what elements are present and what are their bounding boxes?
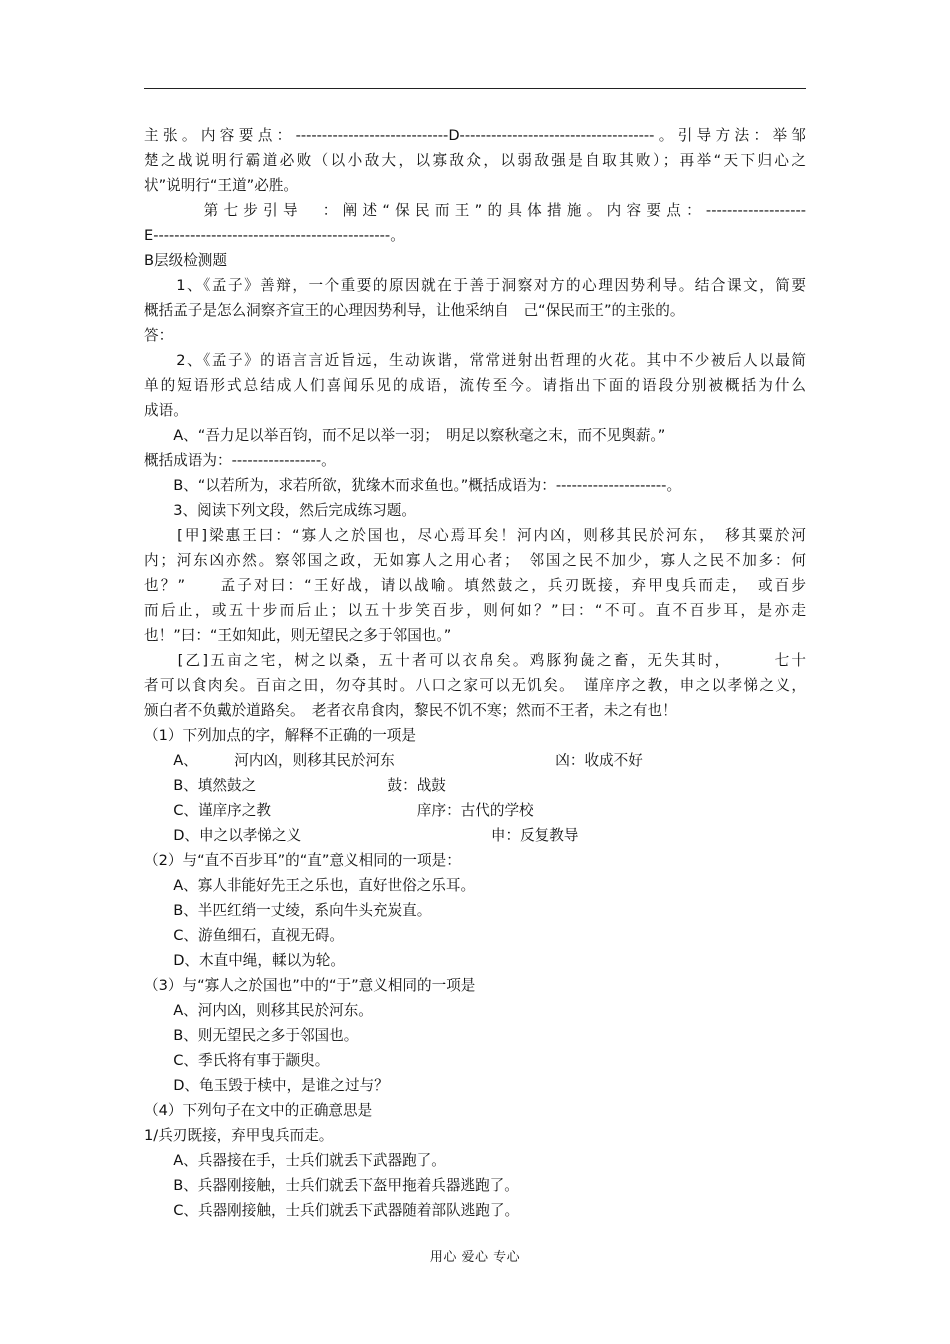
- question-heading: （2）与“直不百步耳”的“直”意义相同的一项是：: [144, 852, 461, 869]
- text-line: 而后止，或五十步而后止；以五十步笑百步，则何如？”曰：“不可。直不百步耳，是亦走: [144, 602, 806, 619]
- question-heading: （4）下列句子在文中的正确意思是: [144, 1102, 373, 1119]
- text-line: 答：: [144, 327, 174, 344]
- text-line: 者可以食肉矣。百亩之田，勿夺其时。八口之家可以无饥矣。 谨庠序之教，申之以孝悌之义，: [144, 677, 806, 694]
- text-line: 也？” 孟子对曰：“王好战，请以战喻。填然鼓之，兵刃既接，弃甲曳兵而走， 或百步: [144, 577, 806, 594]
- text-line: 颁白者不负戴於道路矣。 老者衣帛食肉，黎民不饥不寒；然而不王者，未之有也！: [144, 702, 677, 719]
- text-line: 3、阅读下列文段，然后完成练习题。: [144, 502, 416, 519]
- text-line: 成语。: [144, 402, 188, 419]
- question-heading: （3）与“寡人之於国也”中的“于”意义相同的一项是: [144, 977, 476, 994]
- text-line: 也！”曰：“王如知此，则无望民之多于邻国也。”: [144, 627, 452, 644]
- header-rule: [144, 88, 806, 89]
- option-line: C、游鱼细石，直视无碍。: [144, 927, 344, 944]
- text-line: 第七步引导 ：阐述“保民而王”的具体措施。内容要点：-------------------: [144, 202, 806, 219]
- text-line: 概括孟子是怎么洞察齐宣王的心理因势利导，让他采纳自 己“保民而王”的主张的。: [144, 302, 685, 319]
- question-heading: （1）下列加点的字，解释不正确的一项是: [144, 727, 416, 744]
- page-footer: 用心 爱心 专心: [429, 1250, 521, 1265]
- text-line: 概括成语为：-----------------。: [144, 452, 336, 469]
- option-line: D、龟玉毁于椟中，是谁之过与？: [144, 1077, 389, 1094]
- text-line: 楚之战说明行霸道必败（以小敌大，以寡敌众，以弱敌强是自取其败）；再举“天下归心之: [144, 152, 806, 169]
- option-line: B、填然鼓之 鼓：战鼓: [144, 777, 446, 794]
- option-line: B、半匹红绡一丈绫，系向牛头充炭直。: [144, 902, 432, 919]
- option-line: A、河内凶，则移其民於河东。: [144, 1002, 373, 1019]
- option-line: C、季氏将有事于颛臾。: [144, 1052, 330, 1069]
- text-line: B、“以若所为，求若所欲，犹缘木而求鱼也。”概括成语为：---------------------。: [144, 477, 682, 494]
- option-line: D、申之以孝悌之义 申：反复教导: [144, 827, 579, 844]
- text-line: 主张。内容要点：-----------------------------D-------------------------------------。引导方法：举邹: [144, 127, 806, 144]
- option-line: A、 河内凶，则移其民於河东 凶：收成不好: [144, 752, 643, 769]
- text-line: 单的短语形式总结成人们喜闻乐见的成语，流传至今。请指出下面的语段分别被概括为什么: [144, 377, 806, 394]
- text-line: 1/兵刃既接，弃甲曳兵而走。: [144, 1127, 334, 1144]
- text-line: A、“吾力足以举百钧，而不足以举一羽； 明足以察秋毫之末，而不见舆薪。”: [144, 427, 666, 444]
- text-line: E---------------------------------------------。: [144, 227, 405, 244]
- option-line: B、则无望民之多于邻国也。: [144, 1027, 359, 1044]
- option-line: C、谨庠序之教 庠序：古代的学校: [144, 802, 534, 819]
- option-line: C、兵器刚接触，士兵们就丢下武器随着部队逃跑了。: [144, 1202, 520, 1219]
- text-line: [乙]五亩之宅，树之以桑，五十者可以衣帛矣。鸡豚狗彘之畜，无失其时， 七十: [144, 652, 806, 669]
- option-line: B、兵器刚接触，士兵们就丢下盔甲拖着兵器逃跑了。: [144, 1177, 519, 1194]
- option-line: D、木直中绳，輮以为轮。: [144, 952, 345, 969]
- option-line: A、寡人非能好先王之乐也，直好世俗之乐耳。: [144, 877, 476, 894]
- text-line: 2、《孟子》的语言言近旨远，生动诙谐，常常迸射出哲理的火花。其中不少被后人以最简: [144, 352, 806, 369]
- text-line: 内；河东凶亦然。察邻国之政，无如寡人之用心者； 邻国之民不加少，寡人之民不加多：何: [144, 552, 806, 569]
- text-line: 1、《孟子》善辩，一个重要的原因就在于善于洞察对方的心理因势利导。结合课文，简要: [144, 277, 806, 294]
- text-line: [甲]梁惠王曰：“寡人之於国也，尽心焉耳矣！河内凶，则移其民於河东， 移其粟於河: [144, 527, 806, 544]
- text-line: 状”说明行“王道”必胜。: [144, 177, 299, 194]
- section-heading: B层级检测题: [144, 252, 227, 269]
- option-line: A、兵器接在手，士兵们就丢下武器跑了。: [144, 1152, 446, 1169]
